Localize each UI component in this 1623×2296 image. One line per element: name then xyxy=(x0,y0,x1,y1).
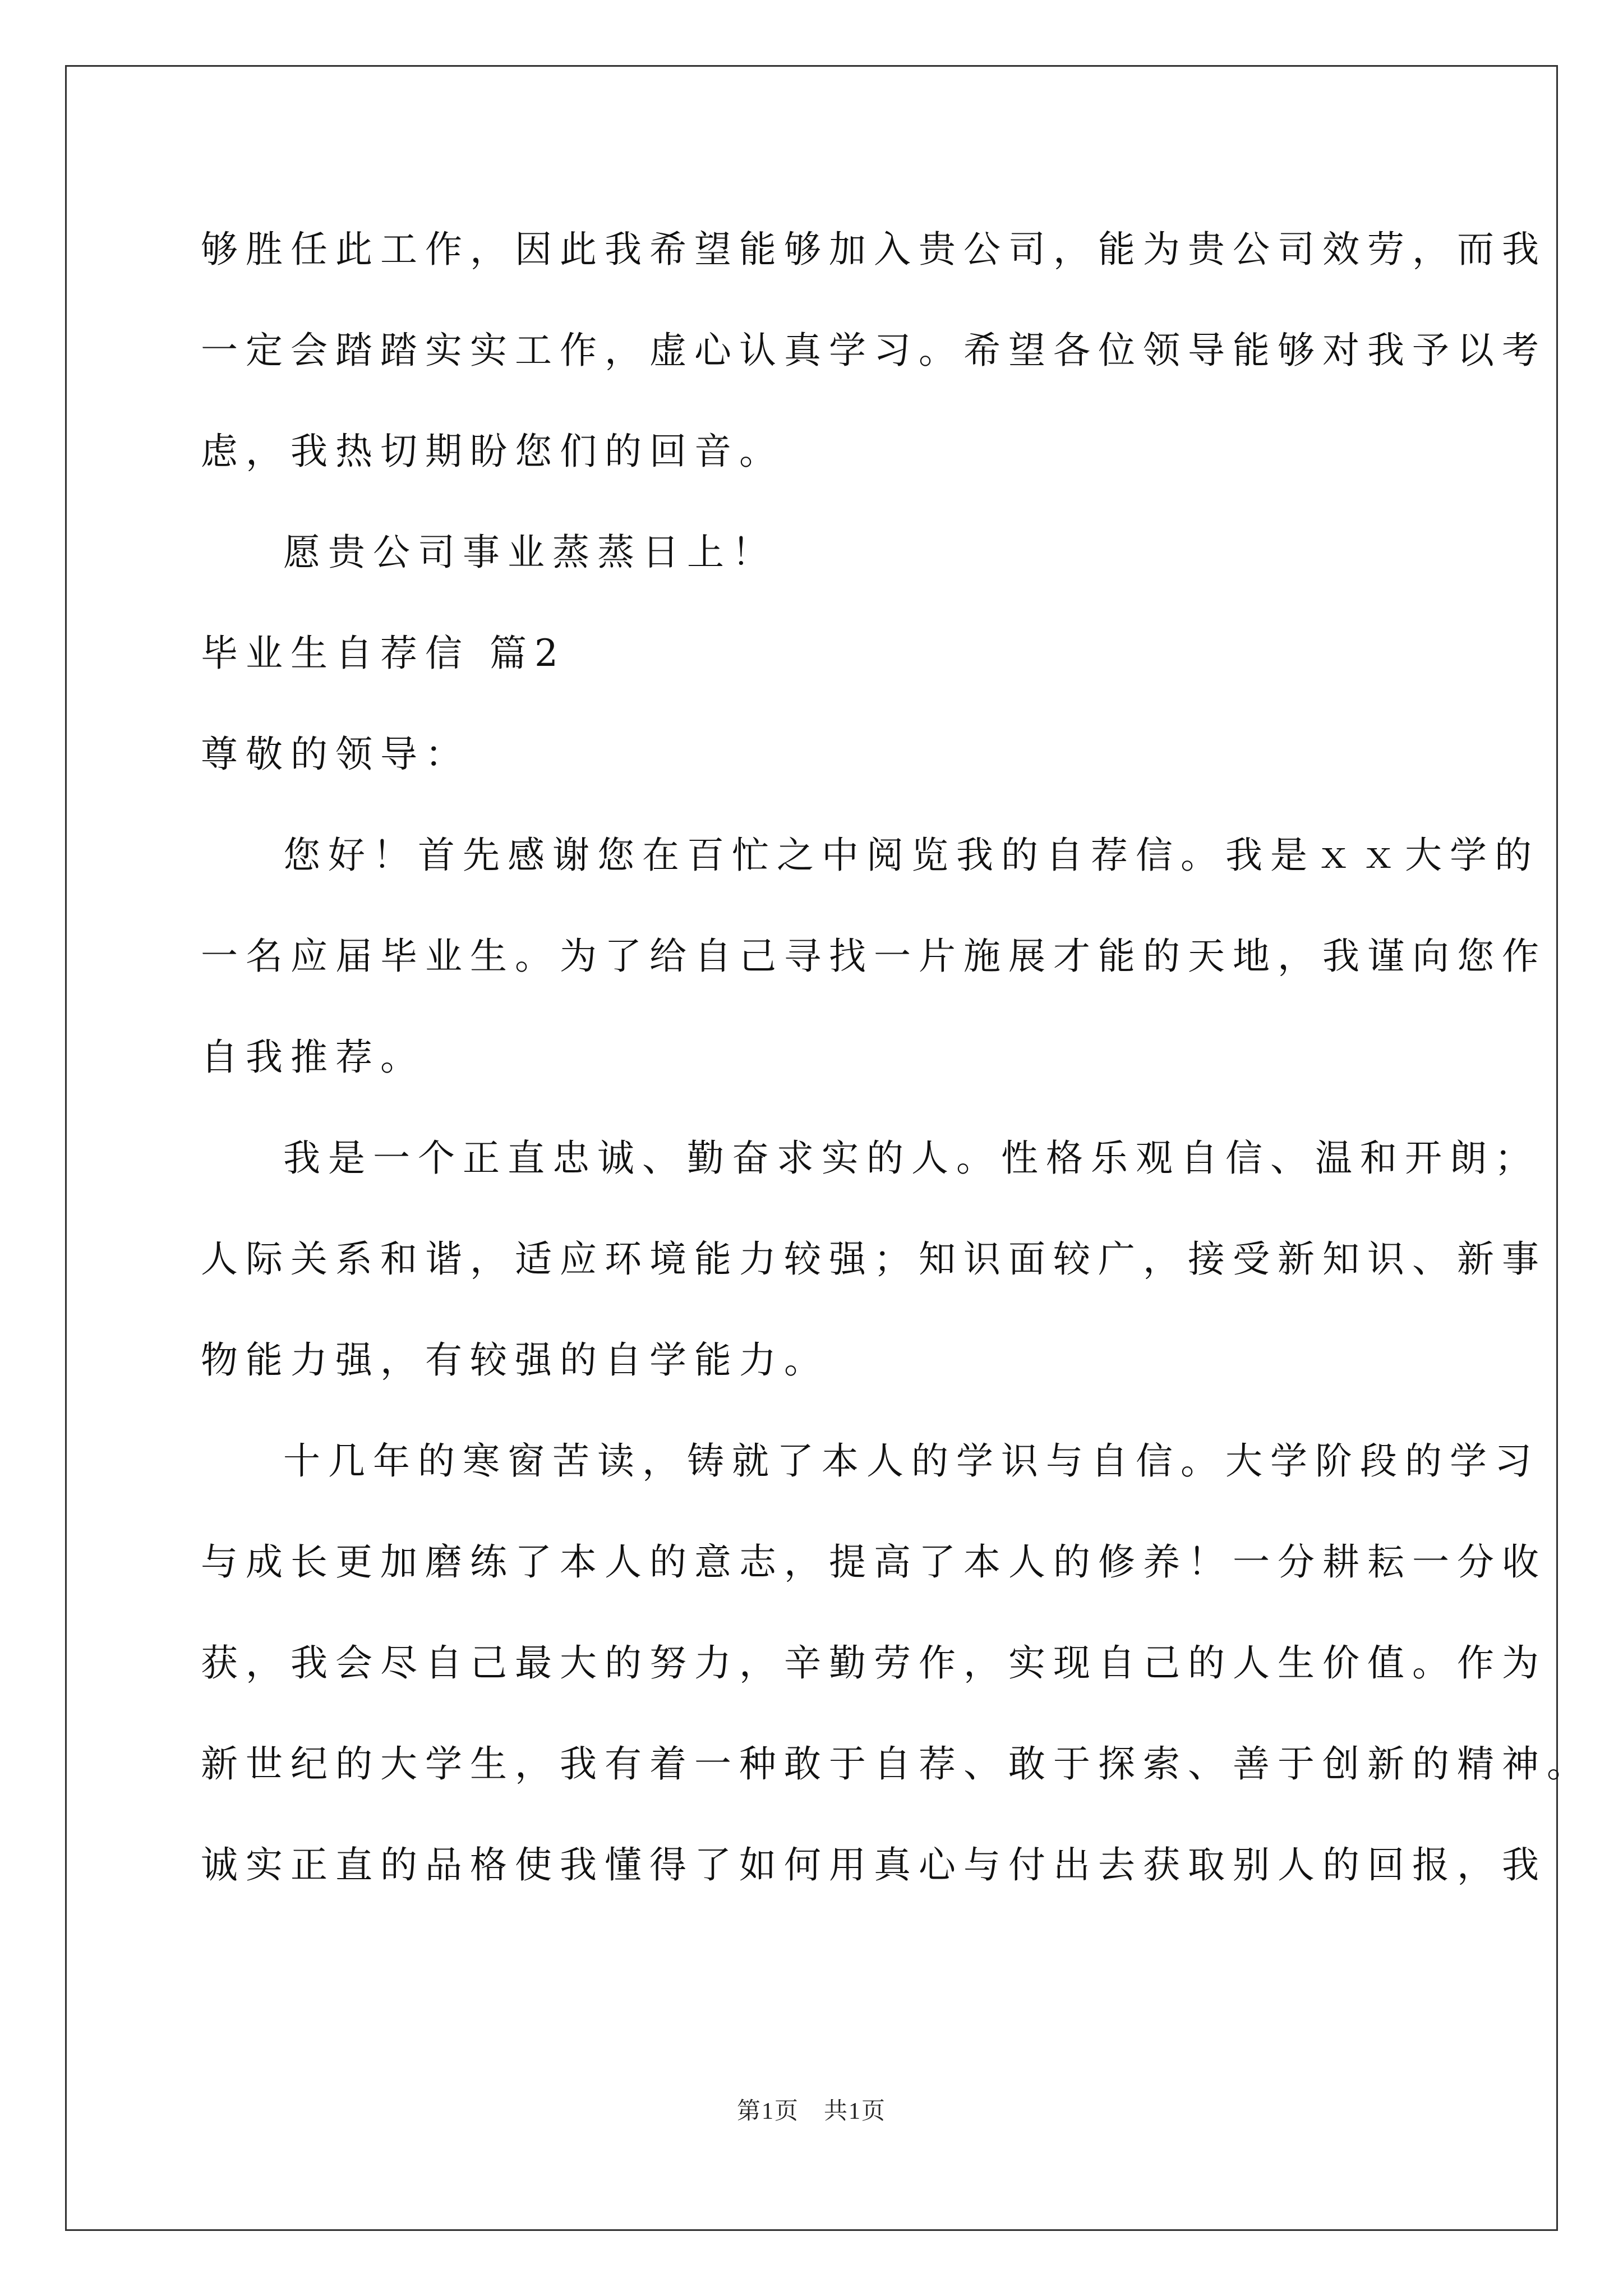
page-footer: 第1页 共1页 xyxy=(736,2099,886,2124)
text-line: 一定会踏踏实实工作，虚心认真学习。希望各位领导能够对我予以考 xyxy=(201,329,1547,372)
text-line: 获，我会尽自己最大的努力，辛勤劳作，实现自己的人生价值。作为 xyxy=(201,1641,1547,1685)
text-line: 虑，我热切期盼您们的回音。 xyxy=(201,430,784,473)
section-heading: 毕业生自荐信 篇2 xyxy=(201,632,566,675)
text-line: 新世纪的大学生，我有着一种敢于自荐、敢于探索、善于创新的精神。 xyxy=(201,1742,1592,1786)
text-line: 我是一个正直忠诚、勤奋求实的人。性格乐观自信、温和开朗； xyxy=(283,1137,1539,1180)
text-line: 人际关系和谐，适应环境能力较强；知识面较广，接受新知识、新事 xyxy=(201,1237,1547,1281)
text-line: 自我推荐。 xyxy=(201,1036,425,1079)
text-line: 一名应届毕业生。为了给自己寻找一片施展才能的天地，我谨向您作 xyxy=(201,935,1547,978)
text-line: 您好！首先感谢您在百忙之中阅览我的自荐信。我是ｘｘ大学的 xyxy=(283,834,1539,877)
text-line: 十几年的寒窗苦读，铸就了本人的学识与自信。大学阶段的学习 xyxy=(283,1439,1539,1483)
text-line: 诚实正直的品格使我懂得了如何用真心与付出去获取别人的回报，我 xyxy=(201,1843,1547,1887)
salutation: 尊敬的领导： xyxy=(201,733,470,776)
text-line: 与成长更加磨练了本人的意志，提高了本人的修养！一分耕耘一分收 xyxy=(201,1540,1547,1584)
text-line: 够胜任此工作，因此我希望能够加入贵公司，能为贵公司效劳，而我 xyxy=(201,228,1547,271)
text-line: 愿贵公司事业蒸蒸日上！ xyxy=(283,531,777,574)
text-line: 物能力强，有较强的自学能力。 xyxy=(201,1338,829,1382)
